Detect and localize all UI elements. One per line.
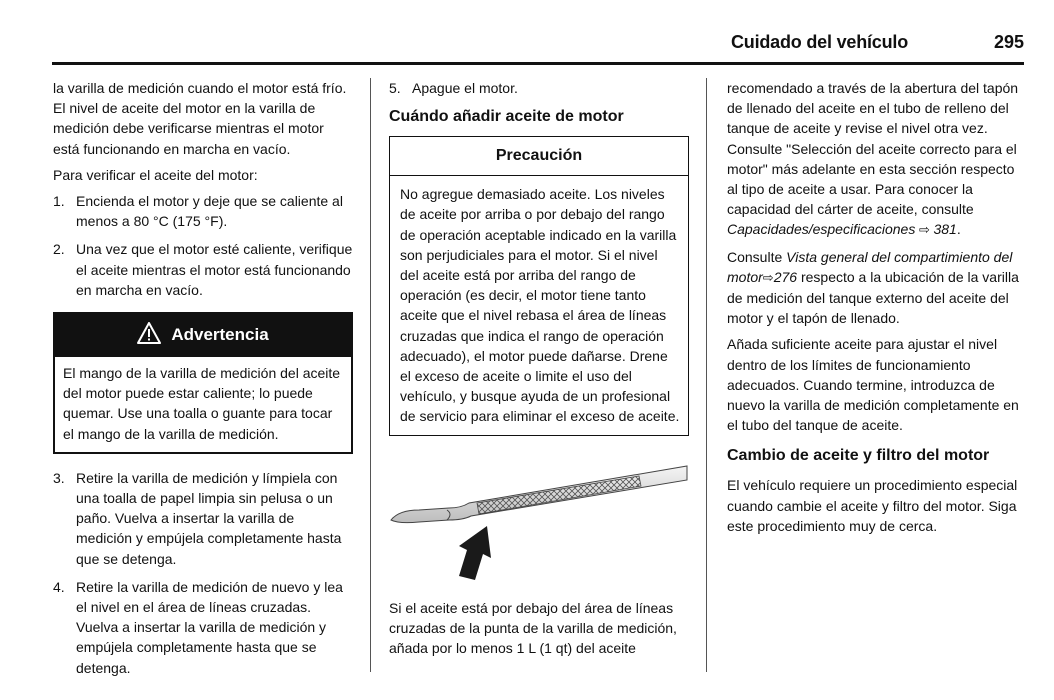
section-heading: Cambio de aceite y filtro del motor — [727, 447, 990, 465]
step-item — [53, 191, 353, 231]
page-number: 295 — [993, 32, 1024, 52]
steps-list — [53, 191, 353, 300]
column-divider — [370, 78, 371, 672]
paragraph: Añada suficiente aceite para ajustar el nivel dentro de los límites de funcionamiento adecuados. Cuando termine, introduzca de nuevo la varilla de medición completamente en el tubo del tanque de aceite. — [727, 336, 1019, 434]
cross-reference-link[interactable]: Capacidades/especificaciones — [727, 221, 916, 238]
step-item — [53, 577, 353, 678]
page-reference[interactable]: 381 — [933, 221, 957, 238]
page-header — [52, 30, 1024, 65]
step-number: 4. — [53, 578, 65, 595]
paragraph: El vehículo requiere un procedimiento especial cuando cambie el aceite y filtro del motor. Siga este procedimiento muy de cerca. — [727, 477, 1018, 534]
step-number: 1. — [53, 193, 65, 210]
step-text: Encienda el motor y deje que se caliente al menos a 80 °C (175 °F). — [76, 193, 343, 230]
dipstick-illustration — [389, 458, 689, 588]
page-ref-arrow-icon: ⇨ — [915, 222, 934, 238]
paragraph: recomendado a través de la abertura del tapón de llenado del aceite en el tubo de relleno del tanque de aceite y revise el nivel otra vez. Consulte "Selección del aceite correcto para el motor" más adelante en esta sección respecto al tipo de aceite a usar. Para conocer la capacidad del cárter de aceite, consulte Capacidades/especificaciones ⇨ 381. — [727, 80, 1019, 238]
step-number: 5. — [389, 80, 401, 96]
step-text: Una vez que el motor esté caliente, verifique el aceite mientras el motor está funcionando en marcha en vacío. — [76, 241, 353, 298]
step-text: Retire la varilla de medición y límpiela con una toalla de papel limpia sin pelusa o un paño. Vuelva a insertar la varilla de medición y empújela completamente hasta que se detenga. — [76, 469, 342, 567]
page-reference[interactable]: 276 — [773, 268, 798, 285]
step-text: Apague el motor. — [412, 80, 518, 96]
column-1 — [53, 78, 353, 686]
caution-body: No agregue demasiado aceite. Los niveles de aceite por arriba o por debajo del rango de operación aceptable indicado en la varilla son perjudiciales para el motor. Si el nivel del aceite está por arriba del rango de operación (es decir, el motor tiene tanto aceite que el nivel rebasa el área de líneas cruzadas que indica el rango de operación adecuado), el motor puede dañarse. Drene el exceso de aceite o limite el uso del vehículo, y busque ayuda de un profesional de servicio para eliminar el exceso de aceite. — [400, 186, 680, 425]
warning-box — [53, 312, 353, 454]
column-divider — [706, 78, 707, 672]
page-ref-arrow-icon: ⇨ — [762, 269, 774, 285]
column-3 — [727, 78, 1027, 542]
cross-reference-link[interactable]: Vista general del compartimiento del motor — [727, 248, 1013, 285]
paragraph — [727, 247, 1027, 329]
warning-header — [55, 314, 351, 357]
paragraph-text: Consulte — [727, 248, 783, 265]
column-2 — [389, 78, 689, 664]
step-text: Retire la varilla de medición de nuevo y lea el nivel en el área de líneas cruzadas. Vuelva a insertar la varilla de medición y empújela completamente hasta que se detenga. — [76, 578, 343, 676]
steps-list — [53, 468, 353, 678]
warning-triangle-icon — [137, 322, 161, 344]
step-number: 2. — [53, 241, 65, 258]
warning-title: Advertencia — [171, 325, 269, 345]
after-image-paragraph: Si el aceite está por debajo del área de líneas cruzadas de la punta de la varilla de medición, añada por lo menos 1 L (1 qt) del aceite — [389, 599, 677, 657]
caution-box — [389, 136, 689, 435]
step-item — [389, 78, 689, 98]
steps-list — [389, 78, 689, 98]
paragraph-text: respecto a la ubicación de la varilla de medición del tanque externo del aceite del motor y el tapón de llenado. — [727, 268, 1019, 327]
check-lead: Para verificar el aceite del motor: — [53, 166, 258, 183]
paragraph-text: recomendado a través de la abertura del tapón de llenado del aceite en el tubo de relleno del tanque de aceite y revise el nivel otra vez. Consulte "Selección del aceite correcto para el motor" más adelante en esta sección respecto al tipo de aceite a usar. Para conocer la capacidad del cárter de aceite, consulte — [727, 80, 1019, 218]
step-number: 3. — [53, 469, 65, 486]
section-heading: Cuándo añadir aceite de motor — [389, 108, 624, 126]
step-item — [53, 239, 353, 300]
intro-paragraph: la varilla de medición cuando el motor está frío. El nivel de aceite del motor en la varilla de medición debe verificarse mientras el motor está funcionando en marcha en vacío. — [53, 80, 347, 157]
step-item — [53, 468, 353, 569]
section-title: Cuidado del vehículo — [730, 32, 908, 52]
warning-body: El mango de la varilla de medición del aceite del motor puede estar caliente; lo puede quemar. Use una toalla o guante para tocar el mango de la varilla de medición. — [63, 365, 341, 442]
caution-title: Precaución — [390, 137, 688, 176]
